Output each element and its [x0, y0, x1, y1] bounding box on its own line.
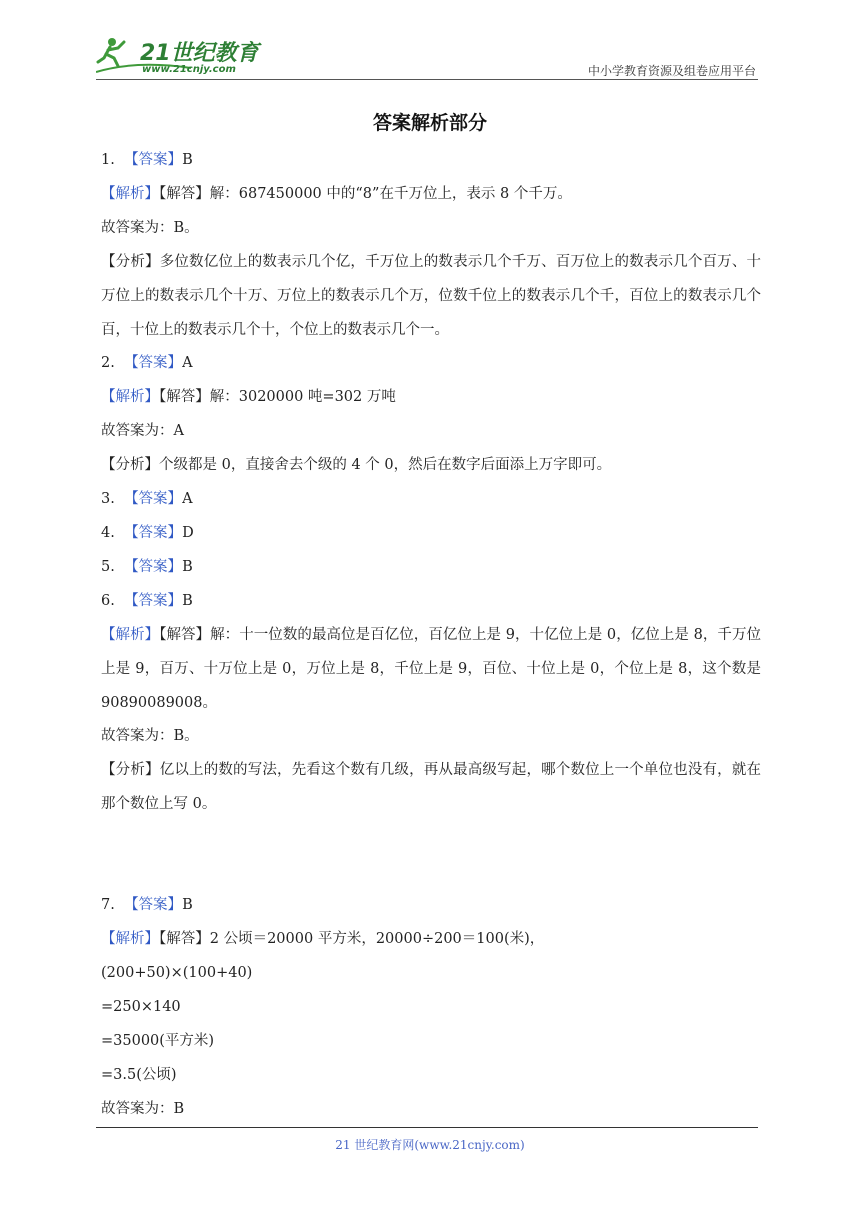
q2-solution-line	[101, 387, 396, 407]
fenxi-tag: 【分析】	[101, 457, 159, 473]
q7-answer: B	[182, 897, 193, 913]
q2-number: 2.	[101, 355, 115, 371]
q4-answer-line	[101, 523, 194, 543]
q1-answer: B	[182, 152, 193, 168]
q7-step: =3.5(公顷)	[101, 1067, 177, 1083]
analysis-tag: 【解析】	[101, 931, 159, 947]
answer-tag: 【答案】	[124, 491, 183, 507]
q6-answer-line	[101, 591, 193, 611]
analysis-tag: 【解析】	[101, 389, 159, 405]
analysis-tag: 【解析】	[101, 627, 160, 643]
q4-answer: D	[182, 525, 194, 541]
q1-number: 1.	[101, 152, 115, 168]
q6-conclusion: 故答案为：B。	[101, 728, 199, 744]
logo	[96, 34, 266, 78]
q2-conclusion: 故答案为：A	[101, 423, 184, 439]
q2-fenxi	[101, 455, 611, 475]
q1-answer-line	[101, 150, 193, 170]
analysis-tag: 【解析】	[101, 186, 159, 202]
q1-conclusion: 故答案为：B。	[101, 220, 199, 236]
q2-fenxi-text: 个级都是 0，直接舍去个级的 4 个 0，然后在数字后面添上万字即可。	[159, 457, 612, 473]
q1-fenxi	[101, 245, 761, 347]
q2-solution: 解：3020000 吨=302 万吨	[209, 389, 396, 405]
q7-conclusion: 故答案为：B	[101, 1101, 185, 1117]
answer-tag: 【答案】	[124, 525, 183, 541]
answer-tag: 【答案】	[124, 593, 183, 609]
q5-answer: B	[182, 559, 193, 575]
q6-answer: B	[182, 593, 193, 609]
q1-solution: 解：687450000 中的“8”在千万位上，表示 8 个千万。	[209, 186, 572, 202]
q1-solution-line	[101, 184, 572, 204]
q6-fenxi	[101, 753, 761, 821]
q4-number: 4.	[101, 525, 115, 541]
solution-tag: 【解答】	[159, 627, 211, 643]
q7-number: 7.	[101, 897, 115, 913]
q7-step: =35000(平方米)	[101, 1033, 215, 1049]
solution-tag: 【解答】	[159, 931, 210, 947]
fenxi-tag: 【分析】	[101, 254, 160, 270]
q7-solution-line	[101, 929, 544, 949]
answer-tag: 【答案】	[124, 355, 183, 371]
fenxi-tag: 【分析】	[101, 762, 160, 778]
q1-fenxi-text: 多位数亿位上的数表示几个亿，千万位上的数表示几个千万、百万位上的数表示几个百万、十万位上的数表示几个十万、万位上的数表示几个万，位数千位上的数表示几个千，百位上的数表示几个百，十位上的数表示几个十，个位上的数表示几个一。	[101, 254, 762, 338]
q6-solution-line	[101, 618, 761, 720]
page-header	[96, 30, 758, 82]
q5-number: 5.	[101, 559, 115, 575]
answer-tag: 【答案】	[124, 559, 183, 575]
q2-answer: A	[182, 355, 193, 371]
q7-step: =250×140	[101, 999, 181, 1015]
q7-solution: 2 公顷＝20000 平方米，20000÷200＝100(米)，	[209, 931, 545, 947]
q6-fenxi-text: 亿以上的数的写法，先看这个数有几级，再从最高级写起，哪个数位上一个单位也没有，就在那个数位上写 0。	[101, 762, 762, 812]
q6-number: 6.	[101, 593, 115, 609]
header-divider	[96, 79, 758, 80]
footer-text: 21 世纪教育网(www.21cnjy.com)	[335, 1138, 525, 1152]
q5-answer-line	[101, 557, 193, 577]
q3-number: 3.	[101, 491, 115, 507]
platform-label: 中小学教育资源及组卷应用平台	[587, 64, 756, 78]
q3-answer-line	[101, 489, 193, 509]
q6-solution: 解：十一位数的最高位是百亿位，百亿位上是 9，十亿位上是 0，亿位上是 8，千万位上是 9，百万、十万位上是 0，万位上是 8，千位上是 9，百位、十位上是 0，个位上是 8，这个数是 90890089008。	[101, 627, 761, 711]
solution-tag: 【解答】	[159, 389, 210, 405]
logo-url: www.21cnjy.com	[142, 64, 236, 75]
logo-text: 21世纪教育	[140, 41, 259, 66]
q7-answer-line	[101, 895, 193, 915]
page-title: 答案解析部分	[372, 112, 487, 134]
footer-divider	[96, 1127, 758, 1128]
solution-tag: 【解答】	[159, 186, 210, 202]
q3-answer: A	[182, 491, 193, 507]
answer-tag: 【答案】	[124, 897, 183, 913]
q7-step: (200+50)×(100+40)	[101, 965, 253, 981]
q2-answer-line	[101, 353, 193, 373]
answer-tag: 【答案】	[124, 152, 183, 168]
